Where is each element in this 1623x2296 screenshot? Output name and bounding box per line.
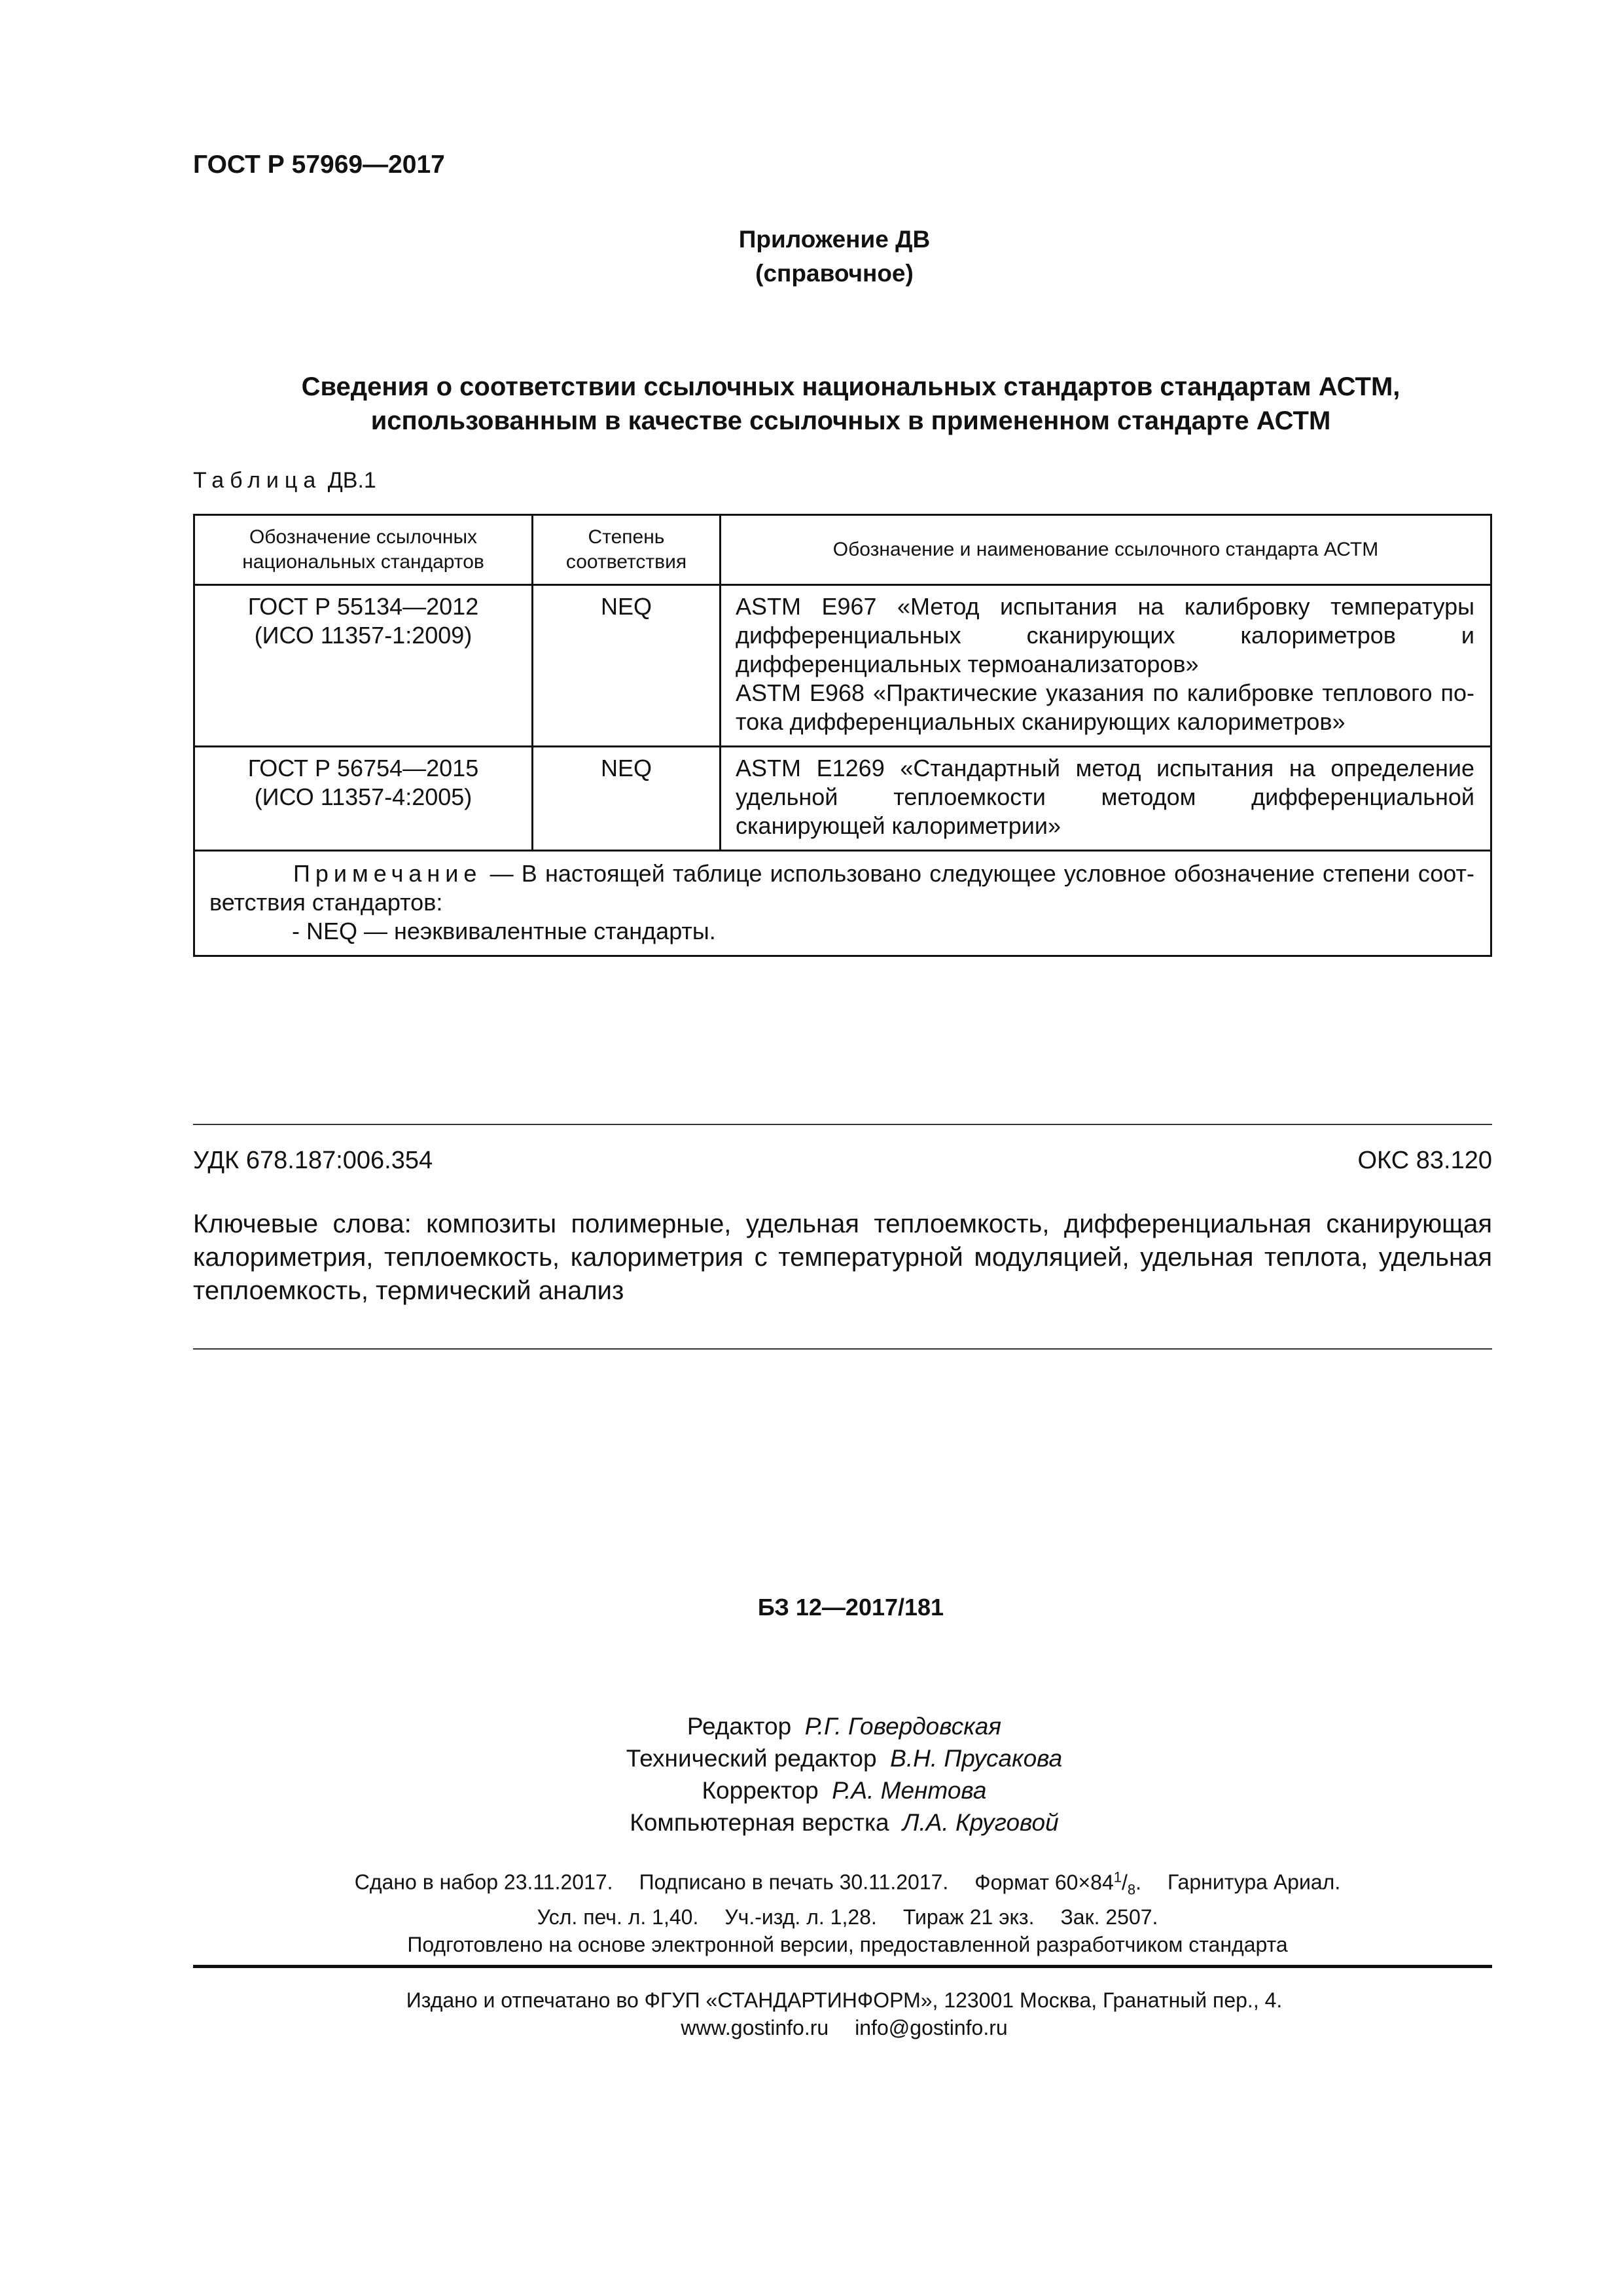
staff-name: Р.Г. Говердовская — [804, 1713, 1002, 1740]
standards-correspondence-table — [193, 514, 1492, 957]
staff-line — [0, 1774, 1623, 1806]
format-prefix: Формат 60×84 — [974, 1870, 1114, 1894]
staff-name: Л.А. Круговой — [902, 1809, 1059, 1836]
oks-code: ОКС 83.120 — [1357, 1147, 1492, 1174]
row-astm-description — [721, 585, 1491, 747]
format-sub: 8 — [1127, 1881, 1136, 1898]
circulation: Тираж 21 экз. — [902, 1905, 1035, 1929]
divider-bottom — [193, 1348, 1492, 1350]
edit-sheets: Уч.-изд. л. 1,28. — [724, 1905, 877, 1929]
appendix-subtitle: (справочное) — [755, 260, 914, 287]
table-row — [194, 585, 1491, 747]
standard-iso-ref: (ИСО 11357-1:2009) — [254, 622, 473, 649]
row-astm-description — [721, 747, 1491, 851]
header-degree: Степень соответствия — [533, 515, 721, 585]
row-degree: NEQ — [533, 747, 721, 851]
staff-name: Р.А. Ментова — [832, 1777, 987, 1804]
order-number: Зак. 2507. — [1060, 1905, 1158, 1929]
header-national-standards: Обозначение ссылочных национальных стандартов — [194, 515, 533, 585]
divider-top — [193, 1124, 1492, 1125]
publisher-address: Издано и отпечатано во ФГУП «СТАНДАРТИНФОРМ», 123001 Москва, Гранатный пер., 4. — [406, 1988, 1283, 2012]
row-standard — [194, 747, 533, 851]
standard-designation: ГОСТ Р 56754—2015 — [247, 755, 479, 781]
table-note — [194, 851, 1491, 956]
note-text — [209, 859, 1474, 917]
table-header-row — [194, 515, 1491, 585]
astm-entry: ASTM E968 «Практические указания по калибровке теплового потока дифференциальных сканирующих калориметров» — [736, 679, 1474, 735]
staff-line — [0, 1742, 1623, 1774]
publisher-contacts — [0, 2014, 1623, 2041]
print-info-line-1 — [0, 1863, 1623, 1903]
section-title-line-1: Сведения о соответствии ссылочных национальных стандартов стандартам АСТМ, — [301, 372, 1400, 401]
format-suffix: . — [1135, 1870, 1142, 1894]
publisher-email: info@gostinfo.ru — [855, 2016, 1008, 2039]
print-info-line-2 — [0, 1903, 1623, 1931]
format-slash: / — [1121, 1870, 1128, 1894]
staff-line — [0, 1710, 1623, 1742]
bz-number: БЗ 12—2017/181 — [757, 1594, 944, 1621]
document-code: ГОСТ Р 57969—2017 — [193, 151, 445, 179]
row-degree: NEQ — [533, 585, 721, 747]
editorial-staff — [0, 1710, 1623, 1839]
staff-role: Компьютерная верстка — [630, 1809, 889, 1836]
typeface: Гарнитура Ариал. — [1168, 1870, 1341, 1894]
appendix-heading — [0, 223, 1623, 291]
astm-entry: ASTM E1269 «Стандартный метод испытания на определение удельной теплоемкости методом дифференциальной сканирующей калориметрии» — [736, 755, 1474, 839]
table-note-row — [194, 851, 1491, 956]
table-label-word: Таблица — [193, 468, 322, 493]
format-sup: 1 — [1113, 1869, 1122, 1885]
staff-name: В.Н. Прусакова — [890, 1745, 1063, 1772]
publisher-info — [0, 1986, 1623, 2041]
note-label: Примечание — [293, 860, 482, 887]
section-title-line-2: использованным в качестве ссылочных в примененном стандарте АСТМ — [370, 406, 1331, 435]
section-title — [39, 370, 1623, 438]
udk-code: УДК 678.187:006.354 — [193, 1147, 433, 1174]
keywords: Ключевые слова: композиты полимерные, удельная теплоемкость, дифференциальная сканирующая калориметрия, теплоемкость, калориметрия с температурной модуляцией, удельная теплота, удельная теплоемкость, термический анализ — [193, 1210, 1492, 1305]
staff-role: Технический редактор — [626, 1745, 877, 1772]
standard-iso-ref: (ИСО 11357-4:2005) — [254, 783, 473, 810]
table-label-number: ДВ.1 — [327, 468, 376, 493]
print-sheets: Усл. печ. л. 1,40. — [537, 1905, 699, 1929]
row-standard — [194, 585, 533, 747]
staff-role: Редактор — [687, 1713, 792, 1740]
divider-thick — [193, 1965, 1492, 1968]
header-astm-standard: Обозначение и наименование ссылочного стандарта АСТМ — [721, 515, 1491, 585]
print-info — [0, 1863, 1623, 1958]
paper-format — [974, 1869, 1142, 1898]
staff-line — [0, 1806, 1623, 1839]
table-label — [193, 468, 376, 493]
note-item: - NEQ — неэквивалентные стандарты. — [292, 918, 716, 944]
prepared-note: Подготовлено на основе электронной версии, предоставленной разработчиком стандарта — [407, 1933, 1288, 1957]
standard-designation: ГОСТ Р 55134—2012 — [247, 593, 479, 620]
table-row — [194, 747, 1491, 851]
note-body: — В настоящей таблице использовано следующее условное обозначение степени соответствия стандартов: — [209, 860, 1474, 916]
staff-role: Корректор — [702, 1777, 819, 1804]
submitted-date: Сдано в набор 23.11.2017. — [354, 1870, 613, 1894]
publisher-website: www.gostinfo.ru — [681, 2016, 829, 2039]
astm-entry: ASTM E967 «Метод испытания на калибровку температуры дифференциальных сканирующих калориметров и дифференциальных термоанализаторов» — [736, 593, 1474, 677]
appendix-title: Приложение ДВ — [738, 226, 931, 253]
signed-date: Подписано в печать 30.11.2017. — [639, 1870, 949, 1894]
